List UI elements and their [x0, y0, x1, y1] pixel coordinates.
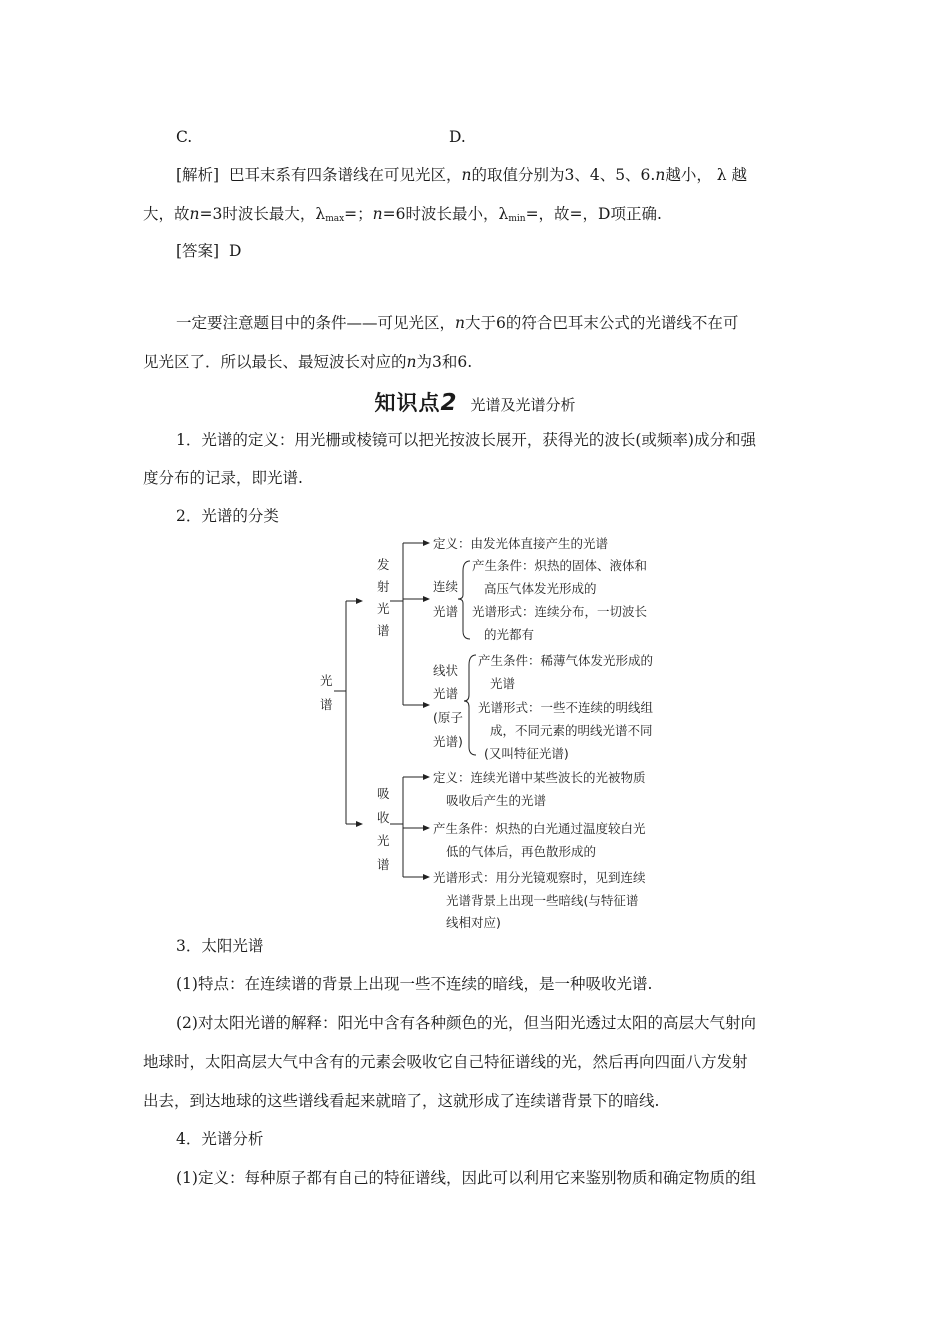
line-spectrum-text: 光谱形式：一些不连续的明线组	[478, 700, 654, 715]
analysis-text: =，故=，D项正确.	[525, 205, 662, 223]
para-3-1: (1)特点：在连续谱的背景上出现一些不连续的暗线，是一种吸收光谱.	[176, 975, 653, 993]
symbol-n: n	[189, 205, 200, 223]
symbol-n: n	[455, 314, 465, 332]
note-text: 见光区了．所以最长、最短波长对应的	[143, 353, 407, 371]
absorption-condition: 产生条件：炽热的白光通过温度较白光	[433, 821, 646, 836]
note-line-2	[143, 352, 472, 372]
line-spectrum-label: 光谱	[433, 686, 459, 701]
symbol-lambda: λ	[716, 166, 727, 184]
emission-label: 发	[377, 557, 390, 572]
para-4-1: (1)定义：每种原子都有自己的特征谱线，因此可以利用它来鉴别物质和确定物质的组	[176, 1169, 756, 1187]
continuous-text: 的光都有	[484, 627, 535, 642]
absorption-label: 收	[377, 810, 390, 825]
continuous-label: 光谱	[433, 604, 459, 619]
analysis-line-2	[143, 204, 662, 229]
absorption-label: 吸	[377, 786, 390, 801]
continuous-text: 高压气体发光形成的	[484, 581, 597, 596]
line-spectrum-label: (原子	[433, 710, 463, 725]
section-subtitle: 光谱及光谱分析	[470, 396, 576, 414]
emission-label: 谱	[377, 623, 390, 638]
option-d: D.	[449, 128, 466, 146]
section-heading	[0, 387, 950, 417]
section-number: 2	[440, 390, 457, 416]
symbol-n: n	[372, 205, 383, 223]
spectrum-classification-diagram	[300, 525, 680, 935]
line-spectrum-brace	[464, 655, 476, 755]
subscript-max: max	[325, 214, 345, 224]
emission-definition: 定义：由发光体直接产生的光谱	[433, 536, 609, 551]
root-label: 谱	[320, 697, 333, 712]
note-line-1	[176, 313, 738, 333]
symbol-n: n	[406, 353, 417, 371]
emission-label: 射	[377, 579, 390, 594]
analysis-text: 越	[731, 166, 748, 184]
analysis-text: 巴耳末系有四条谱线在可见光区，	[228, 166, 462, 184]
para-3-heading: 3．太阳光谱	[176, 937, 264, 955]
section-title: 知识点	[374, 391, 441, 415]
absorption-definition: 定义：连续光谱中某些波长的光被物质	[433, 770, 646, 785]
analysis-tag: [解析]	[176, 166, 220, 184]
symbol-lambda: λ	[315, 205, 326, 223]
symbol-n: n	[461, 166, 472, 184]
continuous-text: 光谱形式：连续分布，一切波长	[472, 604, 648, 619]
para-3-2-line-2: 地球时，太阳高层大气中含有的元素会吸收它自己特征谱线的光，然后再向四面八方发射	[143, 1053, 748, 1071]
para-2-heading: 2．光谱的分类	[176, 507, 279, 525]
continuous-label: 连续	[433, 579, 459, 594]
para-3-2-line-3: 出去，到达地球的这些谱线看起来就暗了，这就形成了连续谱背景下的暗线.	[143, 1092, 660, 1110]
para-4-heading: 4．光谱分析	[176, 1130, 264, 1148]
analysis-text: 大，故	[143, 205, 190, 223]
absorption-label: 光	[377, 833, 390, 848]
symbol-n: n	[655, 166, 666, 184]
line-spectrum-text: 光谱	[490, 676, 516, 691]
option-c: C.	[176, 128, 193, 146]
answer-line	[176, 241, 241, 261]
line-spectrum-label: 线状	[433, 663, 459, 678]
symbol-lambda: λ	[498, 205, 509, 223]
answer-value: D	[228, 242, 242, 260]
analysis-text: =6时波长最小，	[382, 205, 499, 223]
para-1-line-2: 度分布的记录，即光谱.	[143, 469, 303, 487]
absorption-form: 光谱背景上出现一些暗线(与特征谱	[446, 893, 639, 908]
analysis-text: =3时波长最大，	[199, 205, 316, 223]
absorption-condition: 低的气体后，再色散形成的	[446, 844, 597, 859]
absorption-form: 光谱形式：用分光镜观察时，见到连续	[433, 870, 646, 885]
analysis-text: =；	[344, 205, 373, 223]
analysis-line-1	[176, 165, 747, 185]
note-text: 大于6的符合巴耳末公式的光谱线不在可	[465, 314, 739, 332]
answer-tag: [答案]	[176, 242, 220, 260]
continuous-text: 产生条件：炽热的固体、液体和	[472, 558, 648, 573]
note-text: 一定要注意题目中的条件——可见光区，	[176, 314, 456, 332]
line-spectrum-text: 成，不同元素的明线光谱不同	[490, 723, 653, 738]
line-spectrum-label: 光谱)	[433, 734, 463, 749]
line-spectrum-text: 产生条件：稀薄气体发光形成的	[478, 653, 654, 668]
continuous-brace	[458, 561, 470, 639]
absorption-definition: 吸收后产生的光谱	[446, 793, 547, 808]
line-spectrum-text: (又叫特征光谱)	[484, 746, 569, 761]
analysis-text: 越小，	[665, 166, 712, 184]
para-1-line-1: 1．光谱的定义：用光栅或棱镜可以把光按波长展开，获得光的波长(或频率)成分和强	[176, 431, 756, 449]
emission-label: 光	[377, 601, 390, 616]
para-3-2-line-1: (2)对太阳光谱的解释：阳光中含有各种颜色的光，但当阳光透过太阳的高层大气射向	[176, 1014, 756, 1032]
subscript-min: min	[508, 214, 526, 224]
root-label: 光	[320, 673, 333, 688]
note-text: 为3和6.	[416, 353, 473, 371]
analysis-text: 的取值分别为3、4、5、6.	[471, 166, 656, 184]
absorption-form: 线相对应)	[446, 915, 501, 930]
absorption-label: 谱	[377, 857, 390, 872]
